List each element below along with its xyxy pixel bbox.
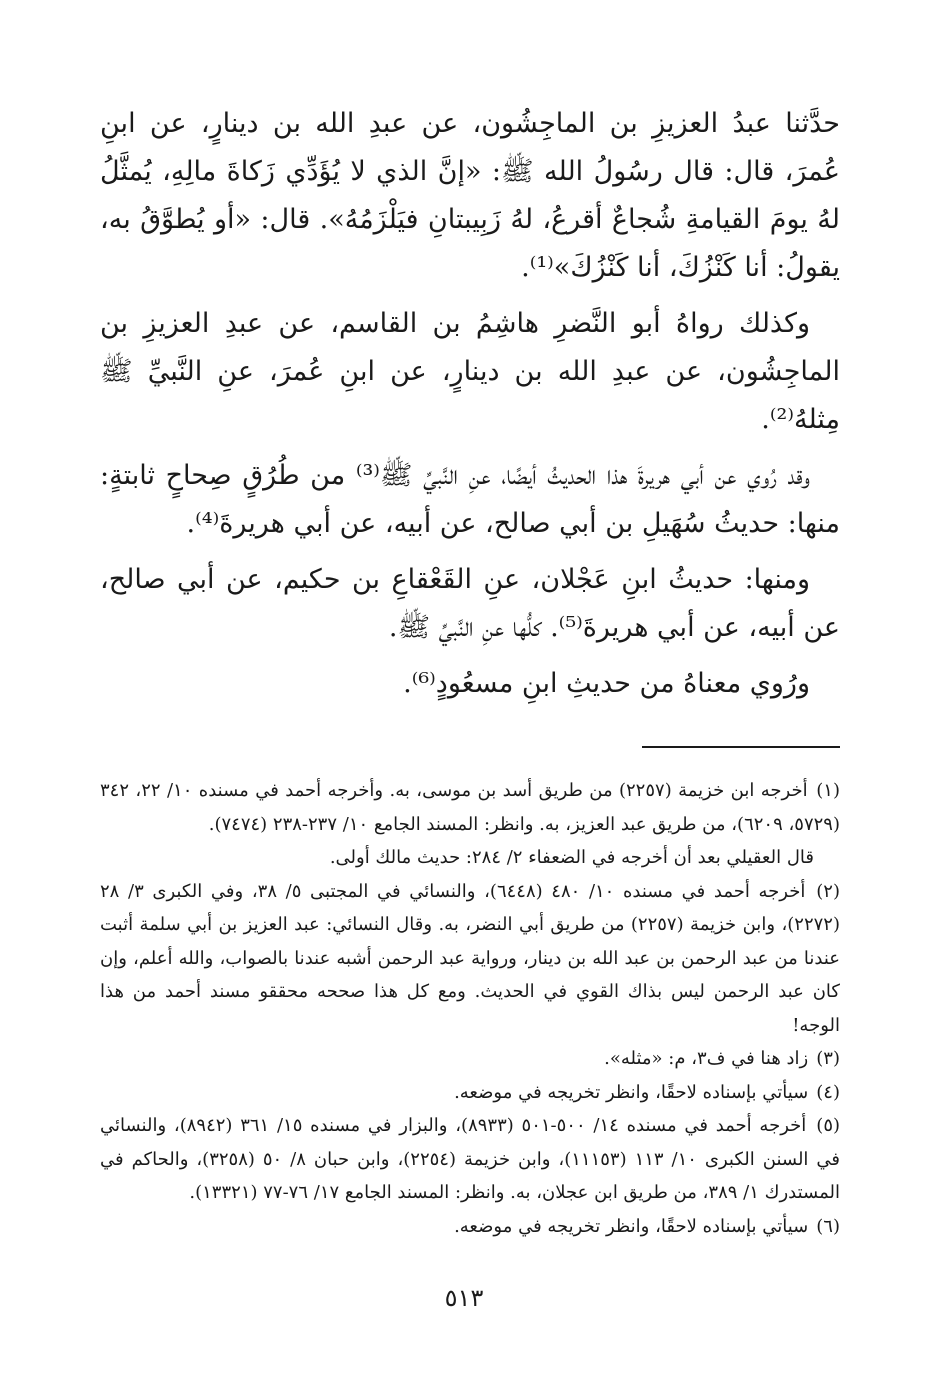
footnote-4: [100, 1076, 840, 1110]
footnote-separator: [642, 746, 840, 748]
footnote-1: [100, 774, 840, 841]
paragraph: ومنها: حديثُ ابنِ عَجْلان، عنِ القَعْقاعِ بن حكيم، عن أبي صالح، عن أبيه، عن أبي هريرةَ⁽⁵⁾. كلُّها عنِ النَّبيِّ ﷺ.: [100, 564, 840, 643]
footnote-text: قال العقيلي بعد أن أخرجه في الضعفاء ٢/ ٢٨٤: حديث مالك أولى.: [329, 847, 814, 868]
footnote-number: (٢): [816, 880, 840, 902]
footnote-number: (٤): [816, 1081, 840, 1103]
footnote-number: (٥): [816, 1115, 841, 1136]
footnote-text: سيأتي بإسناده لاحقًا، وانظر تخريجه في موضعه.: [454, 1215, 809, 1237]
footnote-text: زاد هنا في ف٣، م: «مثله».: [604, 1048, 809, 1069]
footnote-3: [100, 1042, 840, 1076]
footnote-text: أخرجه ابن خزيمة (٢٢٥٧) من طريق أسد بن موسى، به. وأخرجه أحمد في مسنده ١٠/ ٢٢، ٣٤٢ (٥٧٢٩، ٦٢٠٩)، من طريق عبد العزيز، به. وانظر: المسند الجامع ١٠/ ٢٣٧-٢٣٨ (٧٤٧٤).: [100, 780, 840, 835]
footnote-2: [100, 875, 840, 1043]
paragraph: وكذلك رواهُ أبو النَّضرِ هاشِمُ بن القاسم، عن عبدِ العزيزِ بن الماجِشُون، عن عبدِ الله بن دينارٍ، عن ابنِ عُمرَ، عنِ النَّبيِّ ﷺ مِثلهُ⁽²⁾.: [100, 308, 840, 435]
paragraph: وقد رُوي عن أبي هريرةَ هذا الحديثُ أيضًا، عنِ النَّبيِّ ﷺ⁽³⁾ من طُرُقٍ صِحاحٍ ثابتةٍ: منها: حديثُ سُهَيلِ بن أبي صالح، عن أبيه، عن أبي هريرةَ⁽⁴⁾.: [100, 460, 840, 539]
page-number: ٥١٣: [444, 1284, 484, 1312]
main-text: [100, 100, 840, 708]
footnote-text: أخرجه أحمد في مسنده ١٤/ ٥٠٠-٥٠١ (٨٩٣٣)، والبزار في مسنده ١٥/ ٣٦١ (٨٩٤٢)، والنسائي في السنن الكبرى ١٠/ ١١٣ (١١١٥٣)، وابن خزيمة (٢٢٥٤)، وابن حبان ٨/ ٥٠ (٣٢٥٨)، والحاكم في المستدرك ١/ ٣٨٩، من طريق ابن عجلان، به. وانظر: المسند الجامع ١٧/ ٧٦-٧٧ (١٣٣٢١).: [100, 1115, 840, 1203]
footnote-number: (٣): [816, 1048, 840, 1069]
footnote-text: أخرجه أحمد في مسنده ١٠/ ٤٨٠ (٦٤٤٨)، والنسائي في المجتبى ٥/ ٣٨، وفي الكبرى ٣/ ٢٨ (٢٢٧٢)، وابن خزيمة (٢٢٥٧) من طريق أبي النضر، به. وقال النسائي: عبد العزيز بن أبي سلمة أثبت عندنا من عبد الرحمن بن عبد الله بن دينار، ورواية عبد الرحمن أشبه عندنا بالصواب، والله أعلم، وإن كان عبد الرحمن ليس بذاك القوي في الحديث. ومع كل هذا صححه محققو مسند أحمد من هذا الوجه!: [100, 880, 840, 1036]
footnote-number: (١): [816, 780, 840, 801]
footnote-number: (٦): [816, 1215, 840, 1237]
footnote-1-continuation: [100, 841, 840, 875]
footnote-5: [100, 1109, 840, 1210]
paragraph: حدَّثنا عبدُ العزيزِ بن الماجِشُون، عن عبدِ الله بن دينارٍ، عن ابنِ عُمرَ، قال: قال رسُولُ الله ﷺ: «إنَّ الذي لا يُؤَدِّي زَكاةَ مالِهِ، يُمثَّلُ لهُ يومَ القيامةِ شُجاعٌ أقرعُ، لهُ زَبِيبتانِ فيَلْزَمُهُ». قال: «أو يُطوَّقُ به، يقولُ: أنا كَنْزُكَ، أنا كَنْزُكَ»⁽¹⁾.: [100, 108, 840, 283]
footnote-text: سيأتي بإسناده لاحقًا، وانظر تخريجه في موضعه.: [454, 1081, 809, 1103]
page-body: [100, 100, 840, 1243]
footnotes: [100, 774, 840, 1243]
paragraph: ورُوي معناهُ من حديثِ ابنِ مسعُودٍ⁽⁶⁾.: [403, 668, 810, 699]
footnote-6: [100, 1210, 840, 1244]
